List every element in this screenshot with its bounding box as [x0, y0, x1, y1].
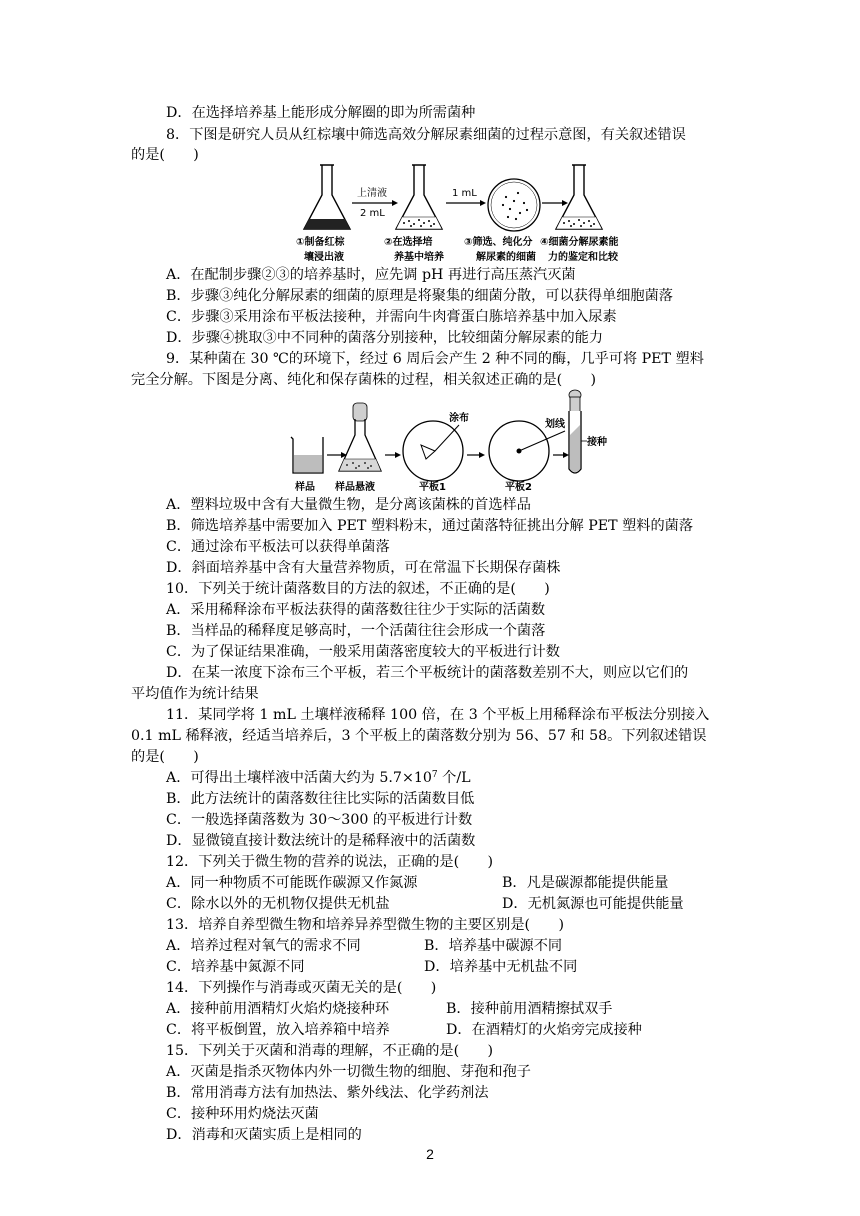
arrow-1-top-label: 上清液: [357, 188, 387, 199]
q9-arrow-3-head: [479, 452, 485, 458]
q9-option-c: C．通过涂布平板法可以获得单菌落: [166, 539, 390, 555]
q15-option-b: B．常用消毒方法有加热法、紫外线法、化学药剂法: [166, 1085, 489, 1101]
arrow-1-bottom-label: 2 mL: [360, 208, 385, 219]
q11-option-b: B．此方法统计的菌落数往往比实际的活菌数目低: [166, 791, 475, 807]
q11-option-a-text: A．可得出土壤样液中活菌大约为 5.7×10: [166, 770, 432, 786]
q9-option-d: D．斜面培养基中含有大量营养物质，可在常温下长期保存菌株: [166, 560, 561, 576]
flask-2-medium: [396, 217, 442, 229]
step1-caption-line2: 壤浸出液: [304, 252, 344, 263]
q8-option-d: D．步骤④挑取③中不同种的菌落分别接种，比较细菌分解尿素的能力: [166, 330, 604, 346]
q10-stem: 10．下列关于统计菌落数目的方法的叙述，不正确的是( ): [166, 581, 550, 597]
q11-option-a-unit: 个/L: [437, 770, 471, 786]
q13-option-a: A．培养过程对氧气的需求不同: [166, 938, 361, 954]
q15-option-a: A．灭菌是指杀灭物体内外一切微生物的细胞、芽孢和孢子: [166, 1064, 531, 1080]
q15-option-c: C．接种环用灼烧法灭菌: [166, 1106, 319, 1122]
q12-option-a: A．同一种物质不可能既作碳源又作氮源: [166, 875, 418, 891]
q15-stem: 15．下列关于灭菌和消毒的理解，不正确的是( ): [166, 1043, 494, 1059]
q14-stem: 14．下列操作与消毒或灭菌无关的是( ): [166, 980, 437, 996]
step1-caption-line1: ①制备红棕: [296, 237, 345, 248]
beaker-sample: [294, 455, 322, 472]
q15-option-d: D．消毒和灭菌实质上是相同的: [166, 1127, 362, 1143]
label-plate2: 平板2: [505, 482, 532, 493]
q13-option-c: C．培养基中氮源不同: [166, 959, 305, 975]
label-sample: 样品: [295, 482, 315, 493]
flask-suspension-liquid: [339, 459, 381, 471]
label-suspension: 样品悬液: [335, 482, 375, 493]
q9-diagram: [283, 389, 613, 495]
q12-option-d: D．无机氮源也可能提供能量: [502, 896, 684, 912]
q13-option-b: B．培养基中碳源不同: [424, 938, 563, 954]
flask-1-soil: [304, 219, 350, 229]
q10-option-c: C．为了保证结果准确，一般采用菌落密度较大的平板进行计数: [166, 644, 560, 660]
step2-caption-line2: 养基中培养: [394, 252, 444, 263]
q11-option-d: D．显微镜直接计数法统计的是稀释液中的活菌数: [166, 833, 476, 849]
arrow-3-head: [562, 200, 568, 206]
q9-stem-line2: 完全分解。下图是分离、纯化和保存菌株的过程，相关叙述正确的是( ): [131, 372, 597, 388]
petri-dish: [488, 179, 540, 231]
arrow-2-top-label: 1 mL: [452, 188, 477, 199]
q10-option-d-line1: D．在某一浓度下涂布三个平板，若三个平板统计的菌落数差别不大，则应以它们的: [166, 665, 689, 681]
q9-option-b: B．筛选培养基中需要加入 PET 塑料粉末，通过菌落特征挑出分解 PET 塑料的菌落: [166, 518, 694, 534]
q12-option-c: C．除水以外的无机物仅提供无机盐: [166, 896, 390, 912]
q9-stem-line1: 9．某种菌在 30 ℃的环境下，经过 6 周后会产生 2 种不同的酶，几乎可将 PET 塑料: [166, 351, 704, 367]
q14-option-c: C．将平板倒置，放入培养箱中培养: [166, 1022, 390, 1038]
q9-figure: [283, 389, 613, 495]
q11-stem-line1: 11．某同学将 1 mL 土壤样液稀释 100 倍，在 3 个平板上用稀释涂布平板法分别接入: [166, 707, 710, 723]
step4-caption-line2: 力的鉴定和比较: [548, 252, 618, 263]
q8-option-b: B．步骤③纯化分解尿素的细菌的原理是将聚集的细菌分散，可以获得单细胞菌落: [166, 288, 673, 304]
q7-option-d: D．在选择培养基上能形成分解圈的即为所需菌种: [166, 105, 476, 121]
flask-4-medium: [556, 217, 602, 229]
label-inoculate: 接种: [587, 437, 607, 448]
q8-option-c: C．步骤③采用涂布平板法接种，并需向牛肉膏蛋白胨培养基中加入尿素: [166, 309, 617, 325]
arrow-1-head: [392, 200, 398, 206]
q11-option-c: C．一般选择菌落数为 30～300 的平板进行计数: [166, 812, 473, 828]
page-number: 2: [426, 1146, 434, 1162]
q12-option-b: B．凡是碳源都能提供能量: [502, 875, 669, 891]
q13-option-d: D．培养基中无机盐不同: [424, 959, 578, 975]
q11-stem-line3: 的是( ): [131, 749, 199, 765]
q8-stem-line2: 的是( ): [131, 147, 199, 163]
q8-diagram: [296, 163, 619, 265]
q9-arrow-4-head: [563, 452, 569, 458]
q11-option-a-exponent: 7: [431, 770, 438, 780]
arrow-2-head: [480, 200, 486, 206]
q9-option-a: A．塑料垃圾中含有大量微生物，是分离该菌株的首选样品: [166, 497, 531, 513]
tube-plug: [570, 397, 580, 413]
step3-caption-line2: 解尿素的细菌: [476, 252, 536, 263]
q8-option-a: A．在配制步骤②③的培养基时，应先调 pH 再进行高压蒸汽灭菌: [166, 267, 576, 283]
q10-option-b: B．当样品的稀释度足够高时，一个活菌往往会形成一个菌落: [166, 623, 546, 639]
q10-option-d-line2: 平均值作为统计结果: [131, 686, 259, 702]
q10-option-a: A．采用稀释涂布平板法获得的菌落数往往少于实际的活菌数: [166, 602, 546, 618]
q12-stem: 12．下列关于微生物的营养的说法，正确的是( ): [166, 854, 494, 870]
label-streak: 划线: [545, 419, 565, 430]
q8-figure: [296, 163, 619, 265]
q14-option-a: A．接种前用酒精灯火焰灼烧接种环: [166, 1001, 390, 1017]
q14-option-d: D．在酒精灯的火焰旁完成接种: [446, 1022, 642, 1038]
q11-stem-line2: 0.1 mL 稀释液，经适当培养后，3 个平板上的菌落数分别为 56、57 和 58。下列叙述错误: [131, 728, 707, 744]
label-plate1: 平板1: [419, 482, 446, 493]
q13-stem: 13．培养自养型微生物和培养异养型微生物的主要区别是( ): [166, 917, 565, 933]
step4-caption-line1: ④细菌分解尿素能: [540, 237, 619, 248]
q8-stem-line1: 8．下图是研究人员从红棕壤中筛选高效分解尿素细菌的过程示意图，有关叙述错误: [166, 127, 686, 143]
cotton-plug: [353, 403, 367, 421]
step2-caption-line1: ②在选择培: [384, 237, 433, 248]
label-spread: 涂布: [449, 413, 469, 424]
q11-option-a: [166, 768, 471, 788]
q14-option-b: B．接种前用酒精擦拭双手: [446, 1001, 613, 1017]
step3-caption-line1: ③筛选、纯化分: [464, 237, 533, 248]
q9-arrow-2-head: [395, 452, 401, 458]
